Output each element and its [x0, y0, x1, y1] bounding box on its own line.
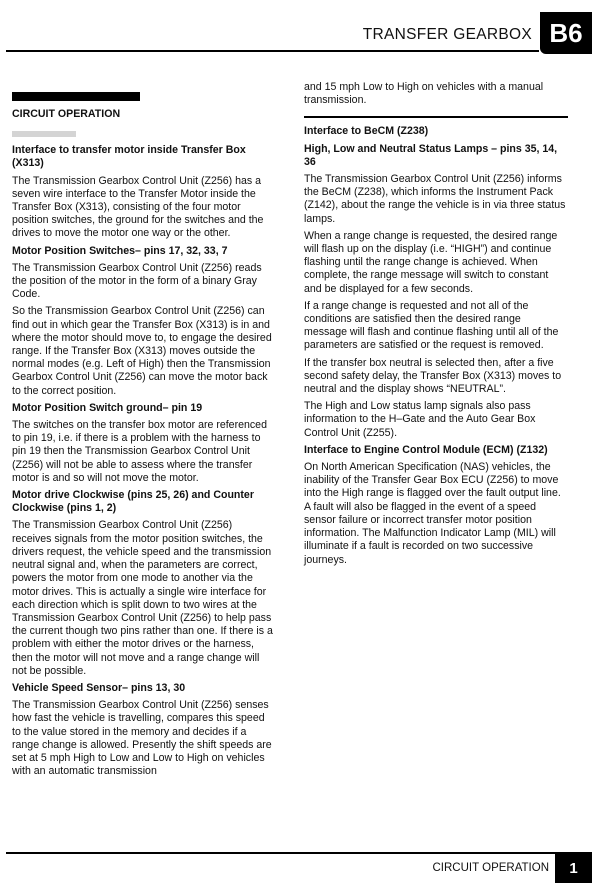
- paragraph: The High and Low status lamp signals also pass information to the H–Gate and the Auto Gear Box Control Unit (Z255).: [304, 400, 536, 439]
- paragraph: The switches on the transfer box motor are referenced to pin 19, i.e. if there is a problem with the harness to pin 19 then the Transmission Gearbox Control Unit (Z256) will not be able to assess where the transfer motor is and so will not move the motor.: [12, 419, 267, 484]
- header-title: TRANSFER GEARBOX: [362, 26, 532, 43]
- section-badge: B6: [540, 12, 592, 54]
- paragraph: If a range change is requested and not all of the conditions are satisfied then the desired range message will flash and continue flashing until all of the parameters are satisfied or the request is removed.: [304, 299, 559, 352]
- right-column: [304, 81, 566, 571]
- section-heading: CIRCUIT OPERATION: [12, 108, 121, 120]
- paragraph: When a range change is requested, the desired range will flash up on the display (i.e. “HIGH”) and continue flashing until the range change is achieved. When complete, the range message will switch to constant and be displayed for a few seconds.: [304, 229, 558, 295]
- paragraph: The Transmission Gearbox Control Unit (Z256) receives signals from the motor position switches, the drivers request, the vehicle speed and the transmission neutral signal and, when the parameters are correct, powers the motor from one mode to another via the motor drives. This is actually a single wire interface for each direction which is split down to two wires at the Transmission Gearbox Control Unit (Z256) to help pass the current though two pins rather than one. If there is a problem with either the motor drives or the harness, then the motor will not move and a range change will not be possible.: [12, 519, 273, 677]
- paragraph: On North American Specification (NAS) vehicles, the inability of the Transfer Gear Box ECU (Z256) to move into the High range is flagged over the fault output line. A fault will also be flagged in the event of a speed sensor failure or incorrect transfer motor position information. The Malfunction Indicator Lamp (MIL) will illuminate if a fault is recorded on two successive journeys.: [304, 461, 561, 566]
- section-marker-bar: [12, 92, 140, 101]
- paragraph: If the transfer box neutral is selected then, after a five second safety delay, the Transfer Box (X313) moves to neutral and the display shows “NEUTRAL”.: [304, 356, 562, 396]
- footer-rule: [6, 852, 592, 854]
- subsection-marker-bar: [12, 131, 76, 137]
- heading-switch-ground: Motor Position Switch ground– pin 19: [12, 401, 203, 414]
- heading-speed-sensor: Vehicle Speed Sensor– pins 13, 30: [12, 681, 186, 694]
- heading-status-lamps: High, Low and Neutral Status Lamps – pins 35, 14, 36: [304, 142, 558, 168]
- paragraph: The Transmission Gearbox Control Unit (Z256) reads the position of the motor in the form of a binary Gray Code.: [12, 261, 262, 301]
- header-rule: [6, 50, 539, 52]
- heading-ecm: Interface to Engine Control Module (ECM) (Z132): [304, 443, 548, 456]
- paragraph: and 15 mph Low to High on vehicles with a manual transmission.: [304, 81, 544, 107]
- paragraph: The Transmission Gearbox Control Unit (Z256) has a seven wire interface to the Transfer Motor inside the Transfer Box (X313), consisting of the four motor position switches, the ground for the switches and the drives to move the motor one way or the other.: [12, 174, 264, 240]
- heading-position-switches: Motor Position Switches– pins 17, 32, 33, 7: [12, 244, 228, 257]
- heading-motor-drive: Motor drive Clockwise (pins 25, 26) and Counter Clockwise (pins 1, 2): [12, 489, 254, 515]
- paragraph: The Transmission Gearbox Control Unit (Z256) informs the BeCM (Z238), which informs the Instrument Pack (Z142), about the range the vehicle is in via three status lamps.: [304, 173, 566, 225]
- left-column: [12, 91, 274, 782]
- heading-becm: Interface to BeCM (Z238): [304, 125, 429, 138]
- paragraph: The Transmission Gearbox Control Unit (Z256) senses how fast the vehicle is travelling, compares this speed to the value stored in the memory and decides if a range change is allowed. Presently the shift speeds are set at 5 mph High to Low and Low to High on vehicles with an automatic transmission: [12, 699, 272, 778]
- section-rule: [304, 116, 568, 118]
- page-number: 1: [555, 854, 592, 883]
- footer-label: CIRCUIT OPERATION: [432, 862, 549, 874]
- paragraph: So the Transmission Gearbox Control Unit (Z256) can find out in which gear the Transfer Box (X313) is in and where the motor should move to, to engage the desired range. If the Transfer Box (X313) moves outside the normal modes (e.g. Left of High) then the Transmission Gearbox Control Unit (Z256) can move the motor back to the correct position.: [12, 305, 272, 397]
- heading-motor-interface: Interface to transfer motor inside Transfer Box (X313): [12, 144, 246, 170]
